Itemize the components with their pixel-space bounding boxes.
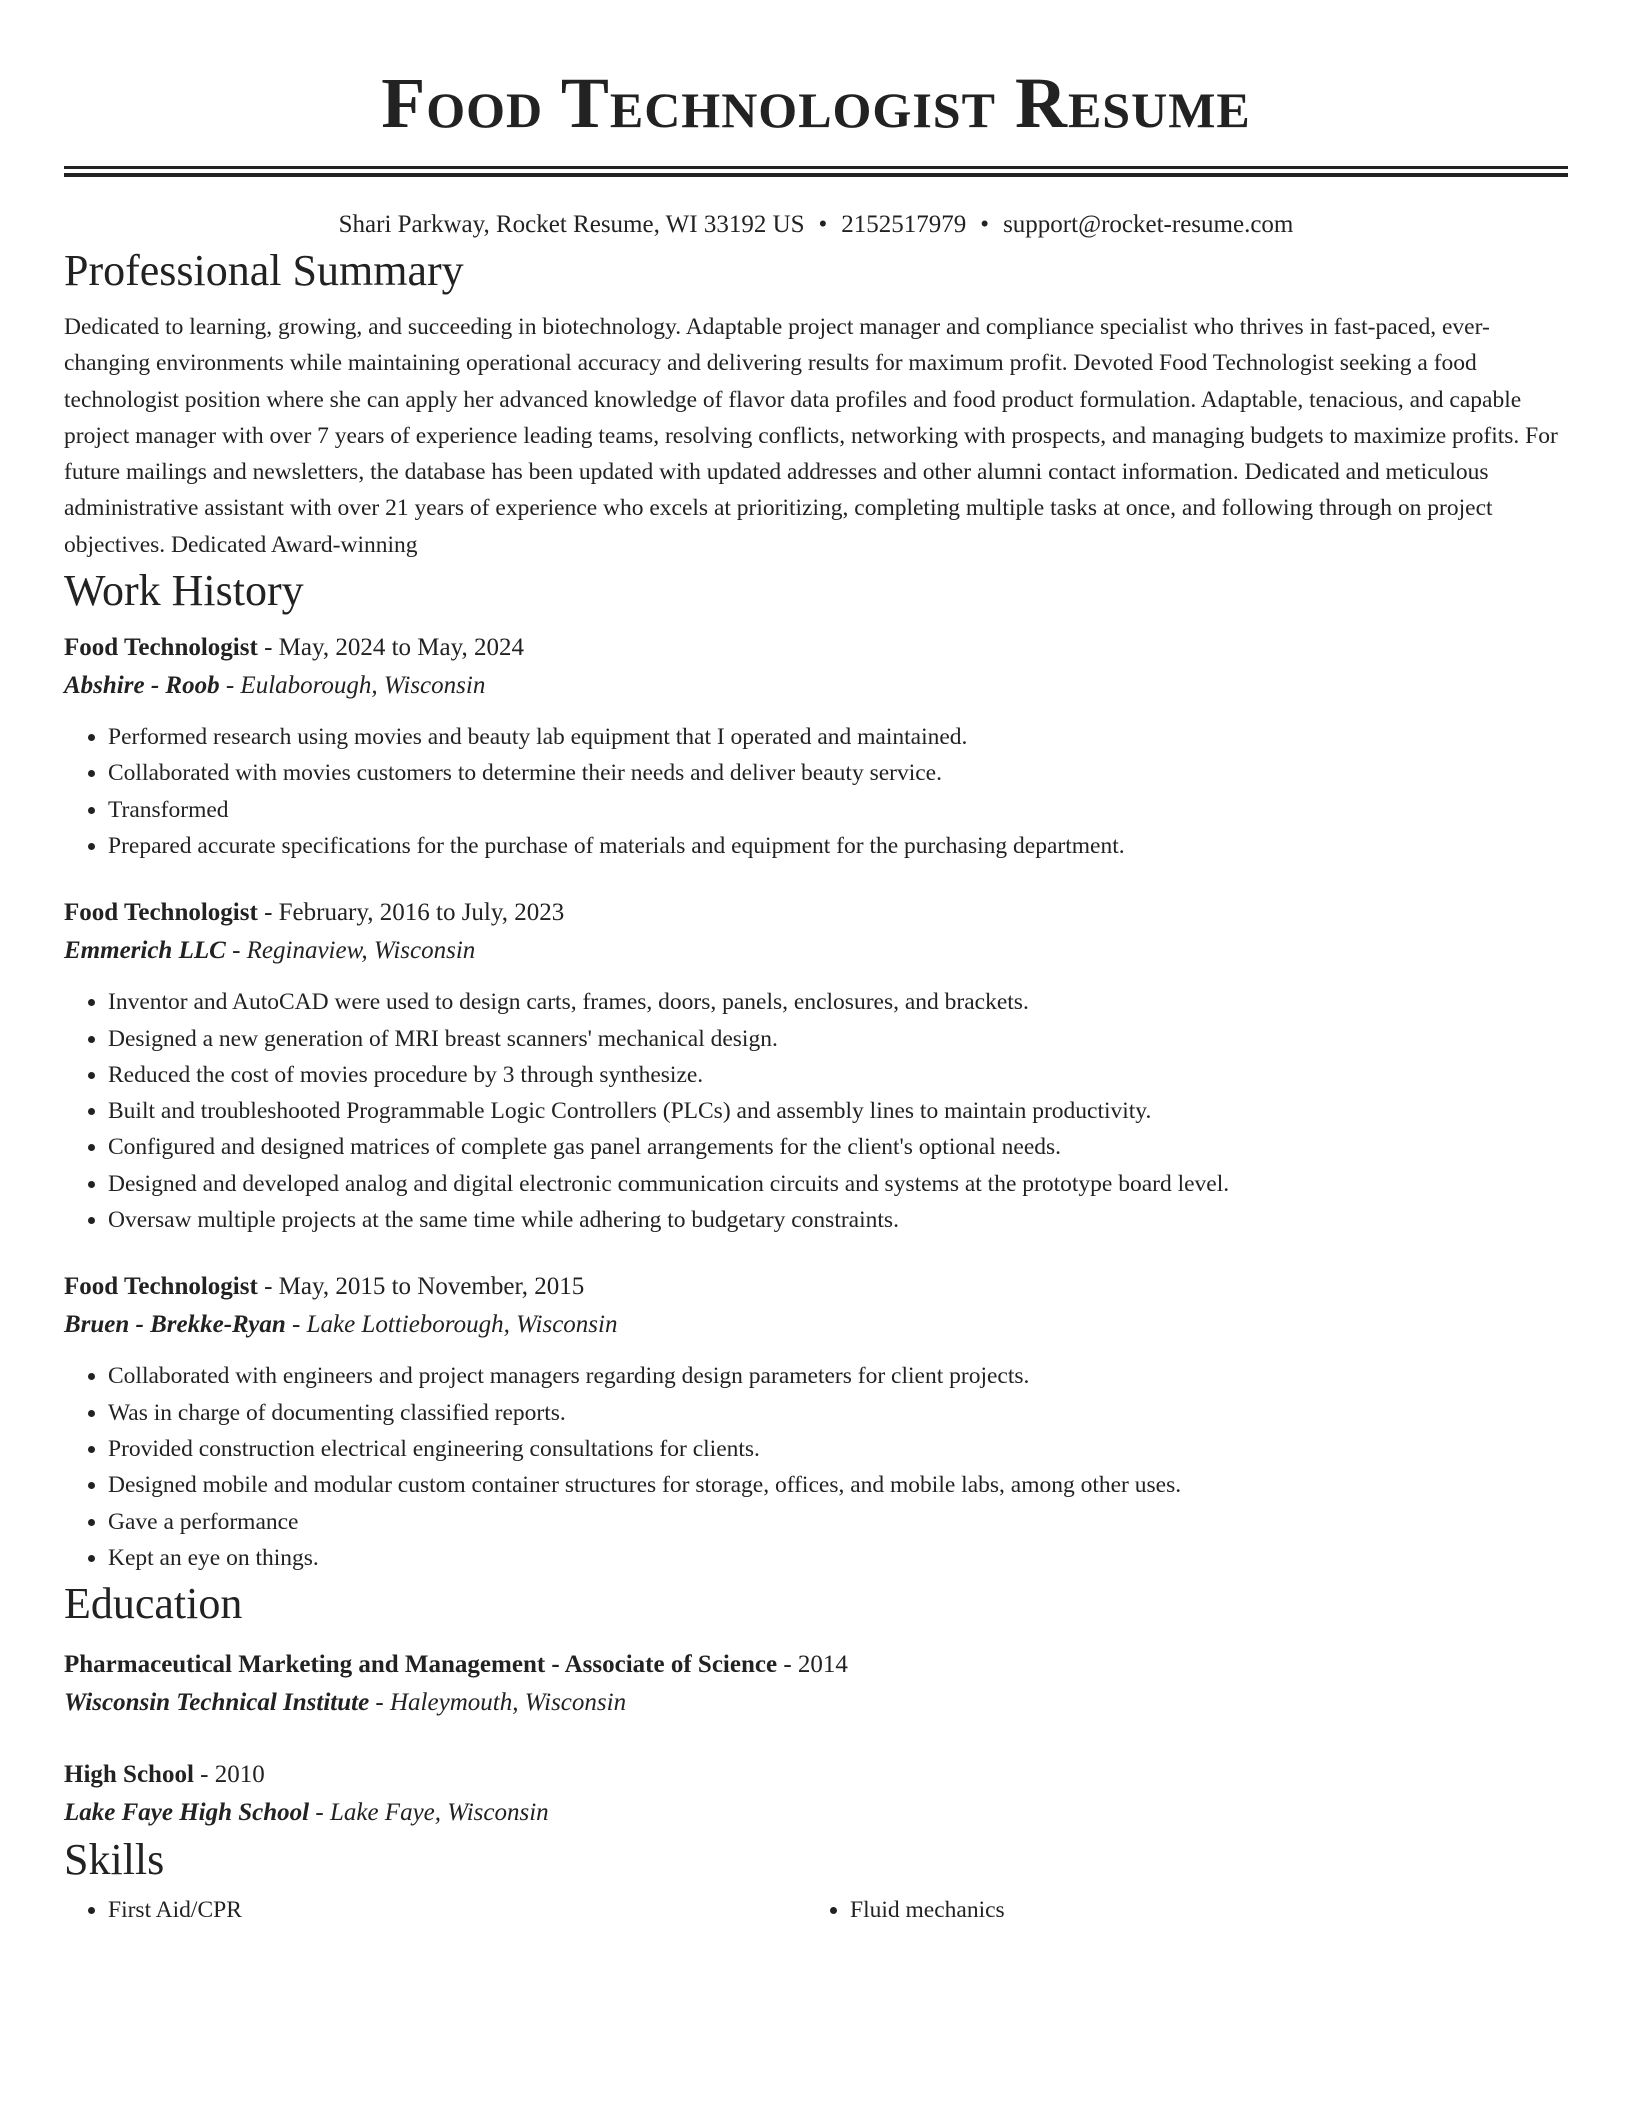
contact-phone: 2152517979 — [841, 211, 967, 238]
contact-address: Shari Parkway, Rocket Resume, WI 33192 US — [338, 211, 805, 238]
work-history-heading: Work History — [64, 566, 304, 616]
education-year: - 2010 — [193, 1761, 265, 1789]
education-list — [64, 1646, 1568, 1832]
job-entry — [64, 629, 1568, 864]
job-header — [64, 629, 1568, 667]
job-bullet: • Performed research using movies and beauty lab equipment that I operated and maintained. — [108, 719, 1568, 755]
job-bullets — [64, 1358, 1568, 1576]
job-company-line — [64, 667, 1568, 705]
job-bullet: • Inventor and AutoCAD were used to design carts, frames, doors, panels, enclosures, and brackets. — [108, 984, 1568, 1020]
job-entry — [64, 894, 1568, 1238]
job-company: Abshire - Roob — [64, 672, 220, 700]
job-bullet: • Kept an eye on things. — [108, 1540, 1568, 1576]
work-history-list — [64, 629, 1568, 1576]
education-school: Wisconsin Technical Institute — [64, 1689, 370, 1717]
job-entry — [64, 1268, 1568, 1576]
job-bullet: • Designed a new generation of MRI breast scanners' mechanical design. — [108, 1021, 1568, 1057]
resume-title: Food Technologist Resume — [381, 63, 1251, 143]
job-bullets — [64, 719, 1568, 864]
job-company: Bruen - Brekke-Ryan — [64, 1311, 286, 1339]
job-dates: - February, 2016 to July, 2023 — [257, 899, 565, 927]
job-bullet: • Transformed — [108, 792, 1568, 828]
summary-heading: Professional Summary — [64, 246, 464, 295]
job-bullet: • Gave a performance — [108, 1504, 1568, 1540]
contact-line — [64, 207, 1568, 243]
job-location: - Lake Lottieborough, Wisconsin — [285, 1311, 618, 1339]
job-bullet: • Built and troubleshooted Programmable Logic Controllers (PLCs) and assembly lines to maintain productivity. — [108, 1093, 1568, 1129]
job-bullets — [64, 984, 1568, 1238]
contact-email: support@rocket-resume.com — [1003, 211, 1294, 238]
job-header — [64, 1268, 1568, 1306]
job-title: Food Technologist — [64, 1273, 258, 1301]
education-school-line — [64, 1684, 1568, 1722]
job-bullet: • Designed and developed analog and digital electronic communication circuits and systems at the prototype board level. — [108, 1166, 1568, 1202]
job-company-line — [64, 932, 1568, 970]
summary-text: Dedicated to learning, growing, and succeeding in biotechnology. Adaptable project manager and compliance specialist who thrives in fast-paced, ever-changing environments while maintaining operational accuracy and delivering results for maximum profit. Devoted Food Technologist seeking a food technologist position where she can apply her advanced knowledge of flavor data profiles and food product formulation. Adaptable, tenacious, and capable project manager with over 7 years of experience leading teams, resolving conflicts, networking with prospects, and managing budgets to maximize profits. For future mailings and newsletters, the database has been updated with updated addresses and other alumni contact information. Dedicated and meticulous administrative assistant with over 21 years of experience who excels at prioritizing, completing multiple tasks at once, and following through on project objectives. Dedicated Award-winning — [64, 314, 1558, 558]
job-bullet: • Oversaw multiple projects at the same time while adhering to budgetary constraints. — [108, 1202, 1568, 1238]
education-degree: High School — [64, 1761, 194, 1789]
title-divider — [64, 166, 1568, 177]
contact-separator: • — [980, 211, 990, 238]
education-entry — [64, 1646, 1568, 1722]
job-bullet: • Reduced the cost of movies procedure by 3 through synthesize. — [108, 1057, 1568, 1093]
job-dates: - May, 2024 to May, 2024 — [257, 634, 524, 662]
contact-separator: • — [818, 211, 828, 238]
job-bullet: • Configured and designed matrices of complete gas panel arrangements for the client's optional needs. — [108, 1129, 1568, 1165]
skills-heading: Skills — [64, 1835, 165, 1885]
job-location: - Reginaview, Wisconsin — [225, 937, 476, 965]
education-location: - Lake Faye, Wisconsin — [309, 1799, 549, 1827]
job-bullet: • Was in charge of documenting classified reports. — [108, 1395, 1568, 1431]
education-degree: Pharmaceutical Marketing and Management - Associate of Science — [64, 1651, 778, 1679]
job-bullet: • Provided construction electrical engineering consultations for clients. — [108, 1431, 1568, 1467]
education-heading: Education — [64, 1579, 243, 1629]
job-bullet: • Collaborated with engineers and project managers regarding design parameters for client projects. — [108, 1358, 1568, 1394]
job-bullet: • Collaborated with movies customers to determine their needs and deliver beauty service. — [108, 755, 1568, 791]
education-entry — [64, 1756, 1568, 1832]
skills-list — [64, 1892, 1568, 1928]
job-title: Food Technologist — [64, 899, 258, 927]
job-dates: - May, 2015 to November, 2015 — [257, 1273, 585, 1301]
education-location: - Haleymouth, Wisconsin — [369, 1689, 627, 1717]
job-header — [64, 894, 1568, 932]
skills-column-left — [64, 1892, 806, 1928]
job-bullet: • Prepared accurate specifications for the purchase of materials and equipment for the purchasing department. — [108, 828, 1568, 864]
education-school-line — [64, 1794, 1568, 1832]
job-title: Food Technologist — [64, 634, 258, 662]
education-school: Lake Faye High School — [64, 1799, 310, 1827]
skills-column-right — [806, 1892, 1548, 1928]
education-degree-line — [64, 1756, 1568, 1794]
education-degree-line — [64, 1646, 1568, 1684]
job-bullet: • Designed mobile and modular custom container structures for storage, offices, and mobile labs, among other uses. — [108, 1467, 1568, 1503]
skill-item: • First Aid/CPR — [108, 1892, 806, 1928]
job-company: Emmerich LLC — [64, 937, 226, 965]
skill-item: • Fluid mechanics — [850, 1892, 1548, 1928]
job-location: - Eulaborough, Wisconsin — [219, 672, 486, 700]
job-company-line — [64, 1306, 1568, 1344]
education-year: - 2014 — [777, 1651, 848, 1679]
